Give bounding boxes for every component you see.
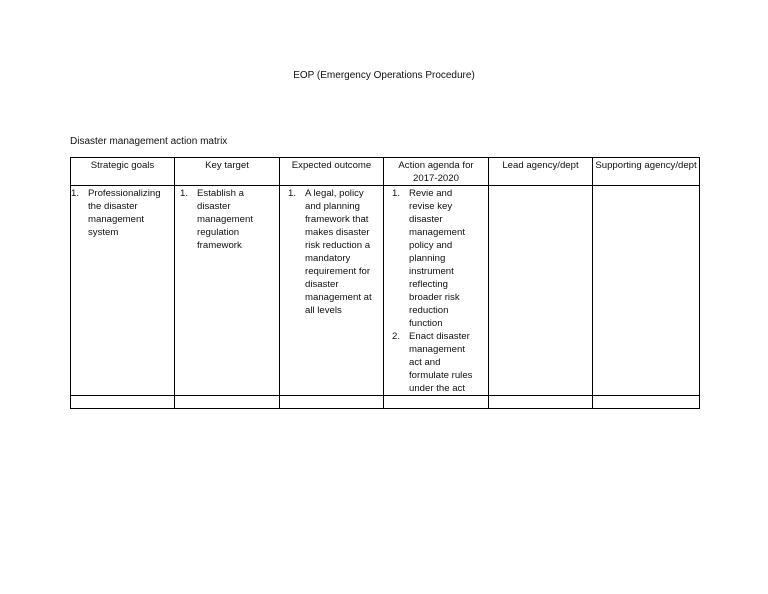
list-number: 1. bbox=[71, 188, 80, 199]
cell-strategic-goal bbox=[71, 186, 175, 396]
list-item bbox=[177, 187, 277, 252]
table-header-row bbox=[71, 158, 700, 186]
header-action-agenda: Action agenda for 2017-2020 bbox=[384, 158, 489, 186]
list-item bbox=[73, 187, 172, 239]
cell-lead-agency bbox=[489, 186, 593, 396]
cell-supporting-agency bbox=[593, 186, 700, 396]
list-number: 1. bbox=[392, 188, 401, 199]
empty-cell bbox=[71, 396, 175, 409]
matrix-heading: Disaster management action matrix bbox=[70, 136, 228, 147]
empty-cell bbox=[489, 396, 593, 409]
cell-expected-outcome bbox=[280, 186, 384, 396]
action-matrix-table bbox=[70, 157, 700, 409]
table-row bbox=[71, 186, 700, 396]
empty-cell bbox=[593, 396, 700, 409]
empty-cell bbox=[175, 396, 280, 409]
list-number: 1. bbox=[288, 188, 297, 199]
table-row-empty bbox=[71, 396, 700, 409]
document-title: EOP (Emergency Operations Procedure) bbox=[293, 70, 475, 81]
cell-action-agenda bbox=[384, 186, 489, 396]
list-item bbox=[386, 187, 486, 330]
empty-cell bbox=[280, 396, 384, 409]
list-item bbox=[386, 330, 486, 395]
list-number: 1. bbox=[180, 188, 189, 199]
header-key-target: Key target bbox=[175, 158, 280, 186]
action-agenda-text: Enact disaster management act and formulate rules under the act bbox=[409, 331, 473, 394]
header-lead-agency: Lead agency/dept bbox=[489, 158, 593, 186]
key-target-text: Establish a disaster management regulation framework bbox=[197, 188, 253, 251]
header-expected-outcome: Expected outcome bbox=[280, 158, 384, 186]
list-item bbox=[282, 187, 381, 317]
cell-key-target bbox=[175, 186, 280, 396]
expected-outcome-text: A legal, policy and planning framework that makes disaster risk reduction a mandatory requirement for disaster management at all levels bbox=[305, 188, 372, 316]
strategic-goal-text: Professionalizing the disaster management system bbox=[88, 188, 161, 238]
header-supporting-agency: Supporting agency/dept bbox=[593, 158, 700, 186]
list-number: 2. bbox=[392, 331, 401, 342]
header-strategic-goals: Strategic goals bbox=[71, 158, 175, 186]
empty-cell bbox=[384, 396, 489, 409]
action-agenda-text: Revie and revise key disaster management policy and planning instrument reflecting broader risk reduction function bbox=[409, 188, 465, 329]
